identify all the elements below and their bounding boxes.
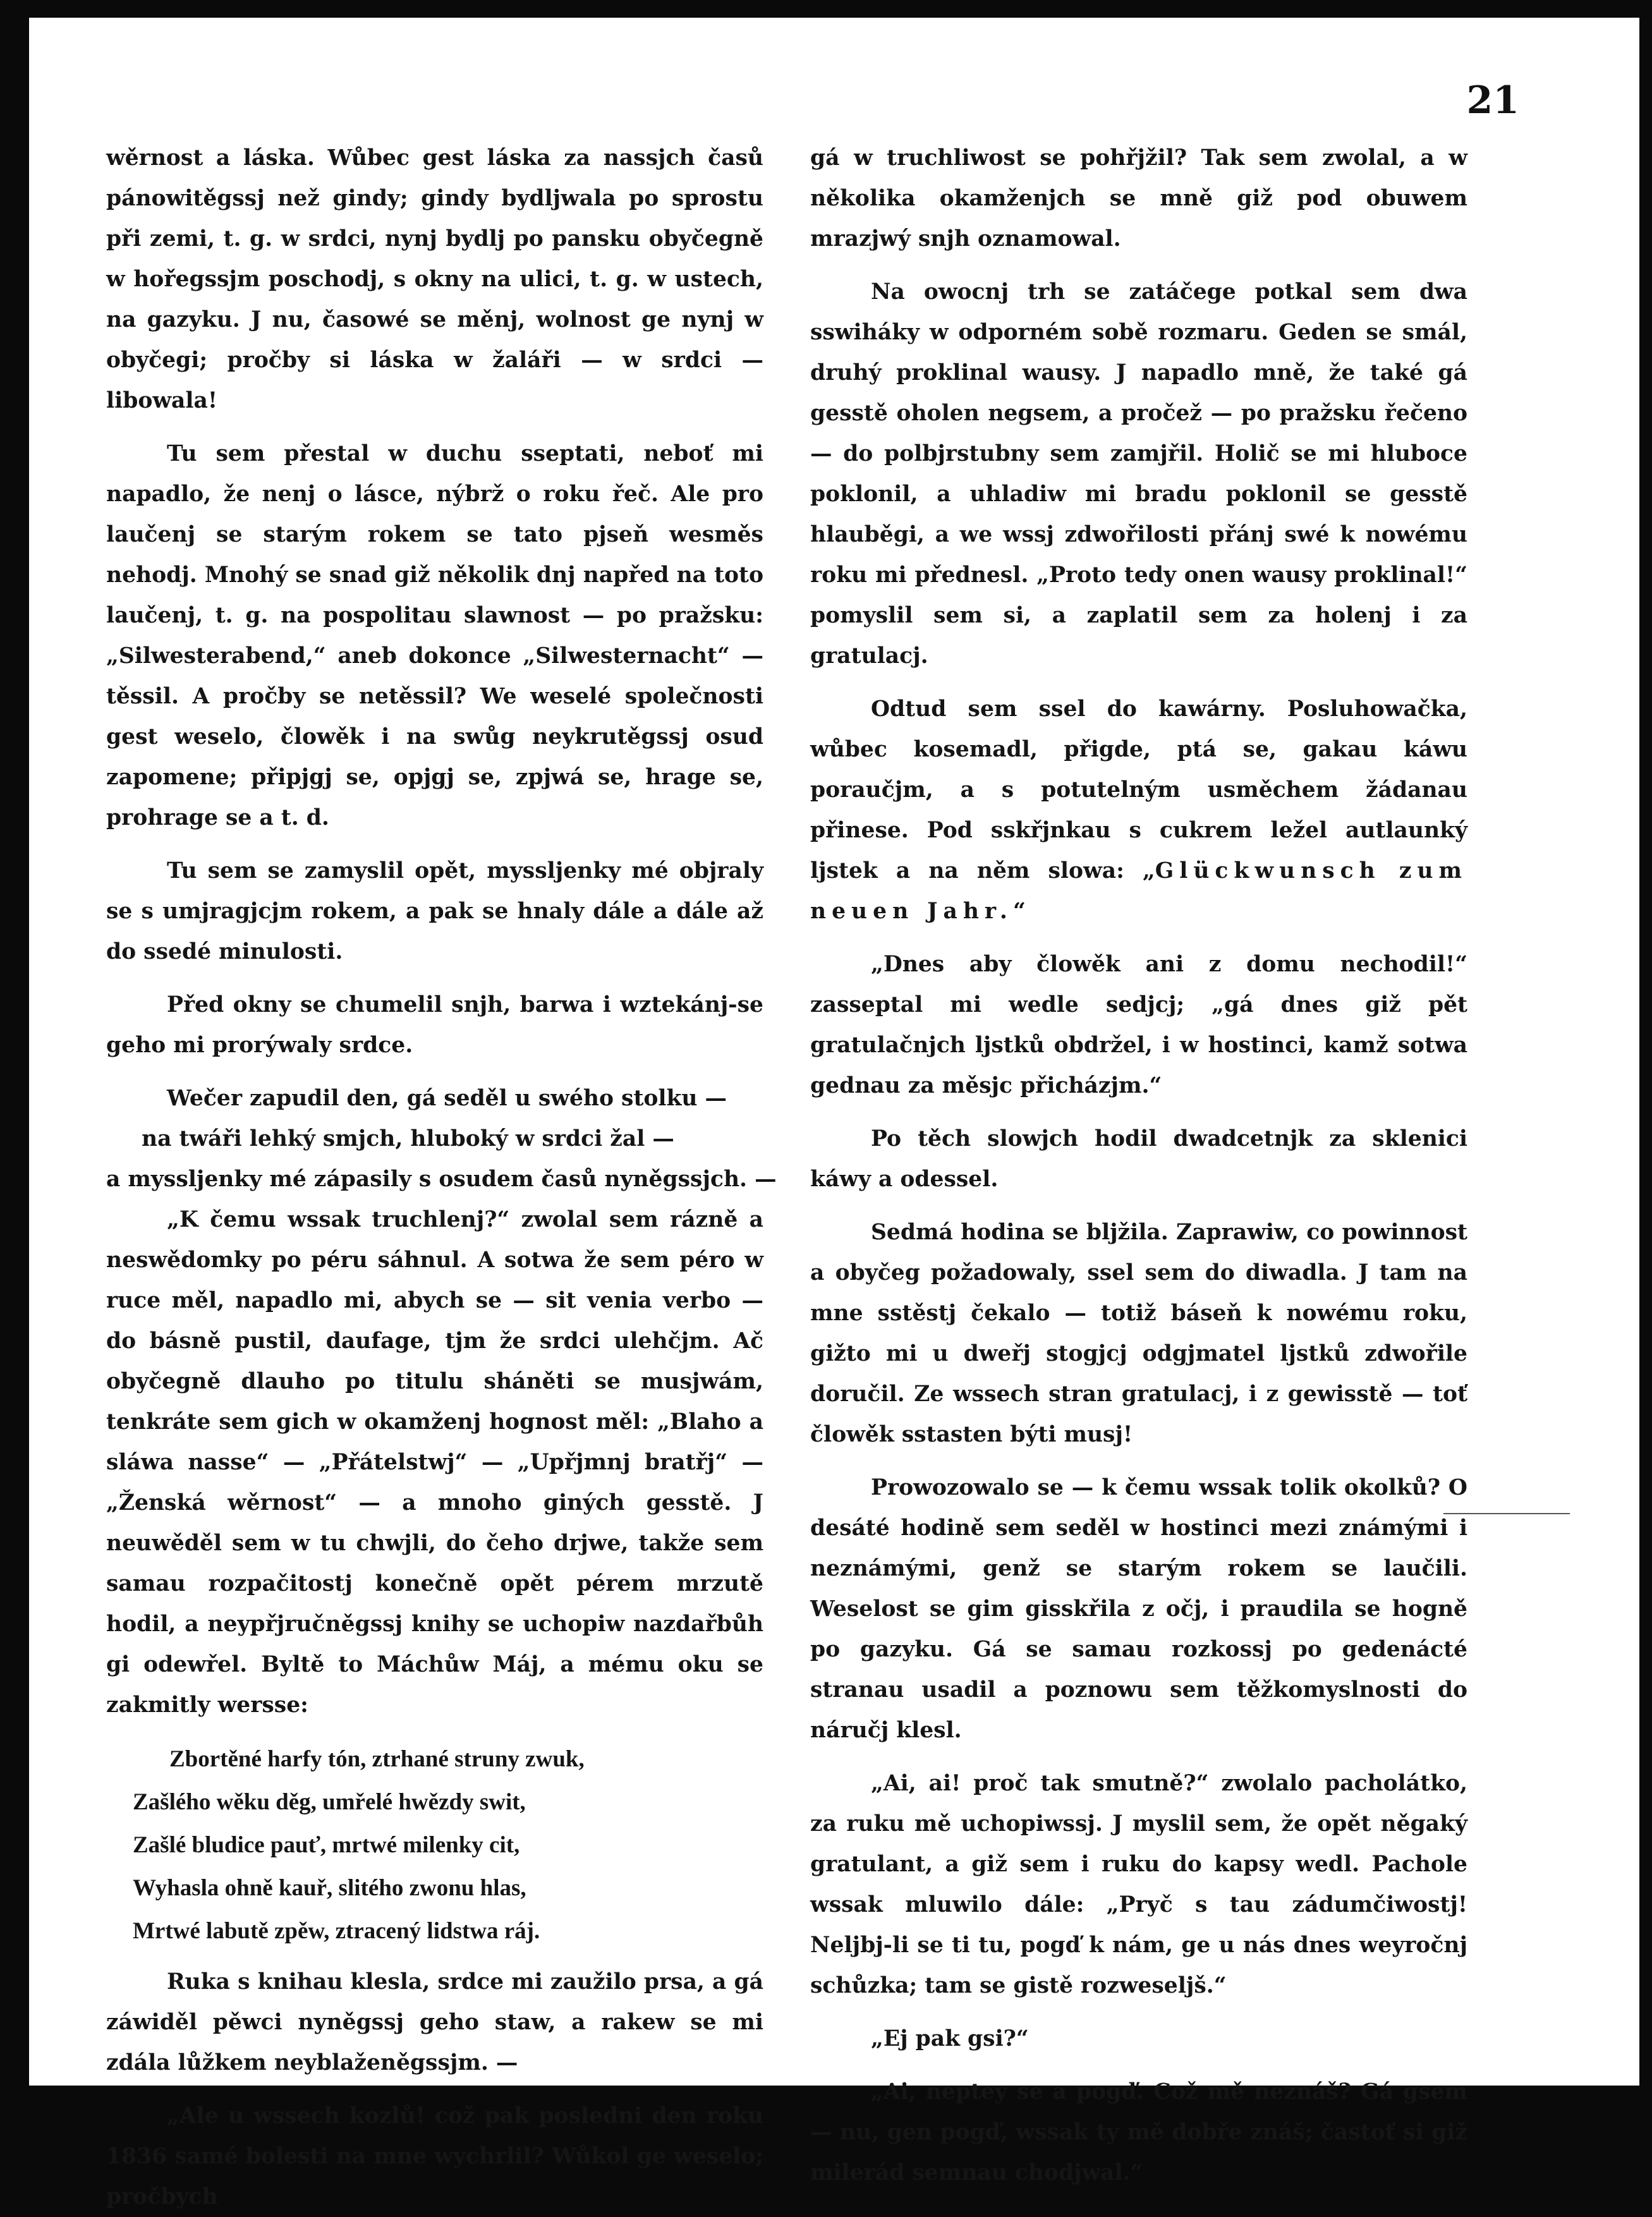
paragraph (810, 689, 1467, 932)
german-phrase: Glückwunsch (1155, 858, 1381, 884)
page-number: 21 (1466, 78, 1519, 123)
poem-line: Mrtwé labutě zpěw, ztracený lidstwa ráj. (133, 1918, 540, 1944)
paragraph: Sedmá hodina se bljžila. Zaprawiw, co powinnost a obyčeg požadowaly, ssel sem do diwadla. J tam na mne sstěstj čekalo — totiž báseň k nowému roku, gižto mi u dweřj stogjcj odgjmatel ljstků zdwořile doručil. Ze wssech stran gratulacj, i z gewisstě — toť člowěk sstasten býti musj! (810, 1220, 1467, 1447)
paragraph: Po těch slowjch hodil dwadcetnjk za sklenici káwy a odessel. (810, 1126, 1467, 1192)
paragraph: Tu sem se zamyslil opět, myssljenky mé objraly se s umjragjcjm rokem, a pak se hnaly dále a dále až do ssedé minulosti. (106, 858, 763, 964)
scanned-page (29, 18, 1639, 2209)
poem-line: Zašlého wěku děg, umřelé hwězdy swit, (133, 1789, 526, 1815)
paragraph: wěrnost a láska. Wůbec gest láska za nassjch časů pánowitěgssj než gindy; gindy bydljwala po sprostu při zemi, t. g. w srdci, nynj bydlj po pansku obyčegně w hořegssjm poschodj, s okny na ulici, t. g. w ustech, na gazyku. J nu, časowé se měnj, wolnost ge nynj w obyčegi; pročby si láska w žaláři — w srdci — libowala! (106, 145, 763, 413)
paragraph: „Ai, ai! proč tak smutně?“ zwolalo pacholátko, za ruku mě uchopiwssj. J myslil sem, že opět něgaký gratulant, a giž sem i ruku do kapsy wedl. Pachole wssak mluwilo dále: „Pryč s tau zádumčiwostj! Neljbj-li se ti tu, pogď k nám, ge u nás dnes weyročnj schůzka; tam se gistě rozweseljš.“ (810, 1771, 1467, 1998)
paragraph: „Ai, neptey se a pogď. Což mě neznáš? Gá gsem — nu, gen pogď, wssak ty mě dobře znáš; častoť si giž milerád semnau chodjwal.“ (810, 2079, 1467, 2185)
poem-line: Zašlé bludice pauť, mrtwé milenky cit, (133, 1832, 520, 1858)
german-phrase: zum neuen Jahr. (810, 858, 1467, 924)
paragraph: Tu sem přestal w duchu sseptati, neboť mi napadlo, že nenj o lásce, nýbrž o roku řeč. Ale pro laučenj se starým rokem se tato pjseň wesměs nehodj. Mnohý se snad giž několik dnj napřed na toto laučenj, t. g. na pospolitau slawnost — po pražsku: „Silwesterabend,“ aneb dokonce „Silwesternacht“ — těssil. A pročby se netěssil? We weselé společnosti gest weselo, člowěk i na swůg neykrutěgssj osud zapomene; připjgj se, opjgj se, zpjwá se, hrage se, prohrage se a t. d. (106, 441, 763, 830)
paragraph: Před okny se chumelil snjh, barwa i wztekánj-se geho mi prorýwaly srdce. (106, 992, 763, 1058)
poem-excerpt (106, 1738, 763, 1953)
quoted-lines (106, 1078, 777, 1200)
quoted-line: na twáři lehký smjch, hluboký w srdci žal — (142, 1126, 674, 1151)
paragraph: „Ej pak gsi?“ (871, 2026, 1029, 2051)
right-column (810, 138, 1467, 2206)
paragraph-text: Odtud sem ssel do kawárny. Posluhowačka, wůbec kosemadl, přigde, ptá se, gakau káwu poraučjm, a s potutelným usměchem žádanau přinese. Pod sskřjnkau s cukrem ležel autlaunký ljstek a na něm slowa: „ (810, 696, 1467, 884)
paragraph: Ruka s knihau klesla, srdce mi zaužilo prsa, a gá záwiděl pěwci nyněgssj geho staw, a rakew se mi zdála lůžkem neyblaženěgssjm. — (106, 1969, 763, 2075)
paragraph: „Ale u wssech kozlů! což pak posledni den roku 1836 samé bolesti na mne wychrlil? Wůkol ge weselo; pročbych (106, 2103, 763, 2209)
quoted-line: Wečer zapudil den, gá seděl u swého stolku — (167, 1086, 727, 1111)
poem-line: Wyhasla ohně kauř, slitého zwonu hlas, (133, 1875, 526, 1901)
paragraph: „Dnes aby člowěk ani z domu nechodil!“ zasseptal mi wedle sedjcj; „gá dnes giž pět gratulačnjch ljstků obdržel, i w hostinci, kamž sotwa gednau za měsjc přicházjm.“ (810, 952, 1467, 1098)
paragraph: „K čemu wssak truchlenj?“ zwolal sem rázně a neswědomky po péru sáhnul. A sotwa že sem péro w ruce měl, napadlo mi, abych se — sit venia verbo — do básně pustil, daufage, tjm že srdci ulehčjm. Ač obyčegně dlauho po titulu sháněti se musjwám, tenkráte sem gich w okamženj hognost měl: „Blaho a sláwa nasse“ — „Přátelstwj“ — „Upřjmnj bratřj“ — „Ženská wěrnost“ — a mnoho giných gesstě. J neuwěděl sem w tu chwjli, do čeho drjwe, takže sem samau rozpačitostj konečně opět pérem mrzutě hodil, a neypřjručněgssj knihy se uchopiw nazdařbůh gi odewřel. Byltě to Máchůw Máj, a mému oku se zakmitly wersse: (106, 1207, 763, 1718)
paragraph: Na owocnj trh se zatáčege potkal sem dwa sswiháky w odporném sobě rozmaru. Geden se smál, druhý proklinal wausy. J napadlo mně, že také gá gesstě oholen negsem, a pročež — po pražsku řečeno — do polbjrstubny sem zamjřil. Holič se mi hluboce poklonil, a uhladiw mi bradu poklonil se gesstě hlauběgi, a we wssj zdwořilosti přánj swé k nowému roku mi přednesl. „Proto tedy onen wausy proklinal!“ pomyslil sem si, a zaplatil sem za holenj i za gratulacj. (810, 279, 1467, 669)
paragraph: gá w truchliwost se pohřjžil? Tak sem zwolal, a w několika okamženjch se mně giž pod obuwem mrazjwý snjh oznamowal. (810, 145, 1467, 252)
paragraph: Prowozowalo se — k čemu wssak tolik okolků? O desáté hodině sem seděl w hostinci mezi známými i neznámými, genž se starým rokem se laučili. Weselost se gim gisskřila z očj, i praudila se hogně po gazyku. Gá se samau rozkossj po gedenácté stranau usadil a poznowu sem těžkomyslnosti do náručj klesl. (810, 1475, 1467, 1743)
left-column (106, 138, 777, 2217)
closing-quote: “ (1012, 899, 1026, 924)
section-rule (1443, 1513, 1570, 1514)
poem-line: Zbortěné harfy tón, ztrhané struny zwuk, (169, 1746, 585, 1772)
quoted-line: a myssljenky mé zápasily s osudem časů nyněgssjch. — (106, 1167, 777, 1192)
